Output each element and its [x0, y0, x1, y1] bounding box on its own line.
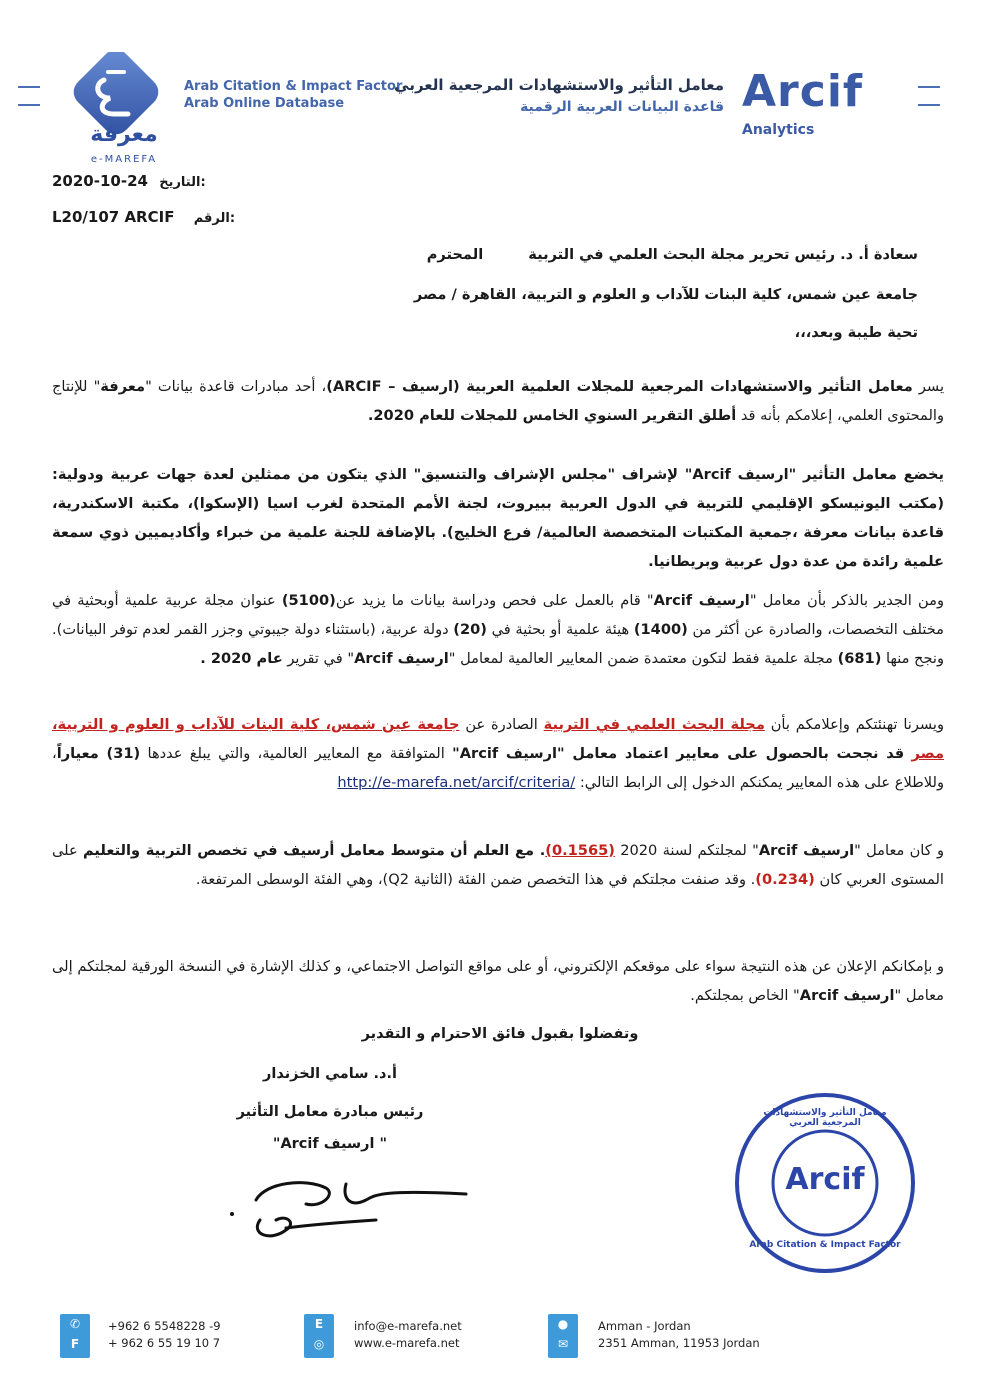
- footer-address-1: Amman - Jordan: [598, 1319, 691, 1333]
- p3-e: عنوان مجلة عربية علمية أوبحثية في مختلف التخصصات، والصادرة عن أكثر من: [52, 592, 944, 638]
- p1-e: " للإنتاج والمحتوى العلمي، إعلامكم بأنه قد: [52, 378, 944, 424]
- address-addressee: سعادة أ. د. رئيس تحرير مجلة البحث العلمي في التربية: [528, 246, 918, 263]
- date-label: التاريخ:: [159, 175, 206, 190]
- paragraph-6: [52, 952, 944, 1010]
- header-ar-line2: قاعدة البيانات العربية الرقمية: [520, 99, 724, 115]
- p2-text: يخضع معامل التأثير "ارسيف Arcif" لإشراف "مجلس الإشراف والتنسيق" الذي يتكون من ممثلين لعدة جهات عربية ودولية: (مكتب اليونيسكو الإقليمي للتربية في الدول العربية ببيروت، لجنة الأمم المتحدة لغرب اسيا (الإسكوا)، مكتبة الاسكندرية، قاعدة بيانات معرفة ،جمعية المكتبات المتخصصة العالمية/ فرع الخليج). بالإضافة للجنة علمية من خبراء وأكاديميين ذوي سمعة علمية رائدة من عدة دول عربية وبريطانيا.: [52, 466, 944, 570]
- closing-line: وتفضلوا بقبول فائق الاحترام و التقدير: [361, 1026, 639, 1042]
- phone-icon: [60, 1314, 90, 1358]
- header-right-rule: [918, 86, 940, 88]
- p3-h: (20): [453, 621, 487, 638]
- p4-e: قد نجحت بالحصول على معايير اعتماد معامل "ارسيف Arcif": [452, 745, 905, 762]
- journal-arcif-value: (0.1565): [545, 842, 615, 859]
- address-line-1: [300, 246, 918, 263]
- address-honorific: المحترم: [426, 246, 484, 263]
- p5-g: على المستوى العربي كان: [52, 842, 944, 888]
- signatory-org: " ارسيف Arcif": [272, 1136, 388, 1152]
- p3-k: مجلة علمية فقط لتكون معتمدة ضمن المعايير العالمية لمعامل ": [448, 650, 833, 667]
- emarefa-logo: [64, 52, 174, 170]
- p3-f: (1400): [633, 621, 688, 638]
- criteria-link[interactable]: http://e-marefa.net/arcif/criteria/: [337, 774, 576, 791]
- journal-name: مجلة البحث العلمي في التربية: [543, 716, 765, 733]
- paragraph-3: [52, 586, 944, 673]
- arcif-stamp: [732, 1090, 918, 1276]
- header-en-line2: Arab Online Database: [184, 96, 345, 111]
- paragraph-1: [52, 372, 944, 430]
- pin-glyph: ●: [557, 1317, 569, 1331]
- header-right-rule-2: [918, 104, 940, 106]
- header-ar-line1: معامل التأثير والاستشهادات المرجعية العربي: [394, 76, 724, 94]
- footer-email[interactable]: info@e-marefa.net: [354, 1319, 462, 1333]
- p4-f: المتوافقة مع المعايير العالمية، والتي يبلغ عددها: [147, 745, 445, 762]
- footer-contacts: [354, 1318, 462, 1352]
- p3-i: دولة عربية، (باستثناء دولة جيبوتي وجزر القمر لعدم توفر البيانات). ونجح منها: [52, 621, 944, 667]
- header-left-rule-2: [18, 104, 40, 106]
- p1-c: ، أحد مبادرات قاعدة بيانات ": [145, 378, 327, 395]
- p6-a: و بإمكانكم الإعلان عن هذه النتيجة سواء على موقعكم الإلكتروني، أو على مواقع التواصل الاجتماعي، و كذلك الإشارة في النسخة الورقية لمجلتكم إلى معامل ": [52, 958, 944, 1004]
- p1-a: يسر: [918, 378, 945, 395]
- p6-b: ارسيف Arcif: [799, 987, 895, 1004]
- p3-n: عام 2020 .: [200, 650, 283, 667]
- globe-glyph: ◎: [313, 1337, 325, 1351]
- p4-h: ، وللاطلاع على هذه المعايير يمكنكم الدخول إلى الرابط التالي:: [52, 745, 944, 791]
- arcif-logo: [740, 66, 910, 144]
- email-icon: [304, 1314, 334, 1358]
- p3-b: ارسيف Arcif: [653, 592, 750, 609]
- p5-a: و كان معامل ": [854, 842, 944, 859]
- footer-phones: [108, 1318, 221, 1352]
- footer-web[interactable]: www.e-marefa.net: [354, 1336, 460, 1350]
- signatory-name: أ.د. سامي الخزندار: [263, 1066, 397, 1082]
- header-english: [184, 78, 402, 112]
- p3-l: ارسيف Arcif: [354, 650, 449, 667]
- mail-glyph: ✉: [557, 1337, 569, 1351]
- p5-c: " لمجلتكم لسنة 2020: [620, 842, 759, 859]
- p5-f: متوسط معامل أرسيف في تخصص التربية والتعليم: [82, 842, 445, 859]
- emarefa-en-label: e-MAREFA: [90, 154, 158, 165]
- stamp-arcif: Arcif: [785, 1162, 865, 1197]
- p1-d: معرفة: [100, 378, 146, 395]
- paragraph-2: [52, 460, 944, 576]
- average-arcif-value: (0.234): [755, 871, 815, 888]
- p3-j: (681): [837, 650, 882, 667]
- p6-c: " الخاص بمجلتكم.: [690, 987, 800, 1004]
- arcif-wordmark: Arcif: [742, 66, 864, 117]
- emarefa-ar-label: معرفة: [90, 122, 158, 147]
- footer-phone-1: +962 6 5548228 -9: [108, 1319, 221, 1333]
- p3-a: ومن الجدير بالذكر بأن معامل ": [749, 592, 944, 609]
- p4-c: الصادرة عن: [465, 716, 538, 733]
- footer-address-2: 2351 Amman, 11953 Jordan: [598, 1336, 760, 1350]
- p1-f: أطلق التقرير السنوي الخامس للمجلات للعام 2020.: [367, 407, 737, 424]
- paragraph-5: [52, 836, 944, 894]
- p5-b: ارسيف Arcif: [758, 842, 855, 859]
- phone-glyph: ✆: [69, 1317, 81, 1331]
- email-glyph: E: [314, 1317, 324, 1331]
- header-left-rule: [18, 86, 40, 88]
- p5-i: . وقد صنفت مجلتكم في هذا التخصص ضمن الفئة (الثانية Q2)، وهي الفئة الوسطى المرتفعة.: [195, 871, 756, 888]
- greeting: تحية طيبة وبعد،،،: [794, 324, 918, 341]
- ref-label: الرقم:: [193, 211, 236, 226]
- p3-g: هيئة علمية أو بحثية في: [491, 621, 630, 638]
- footer-address: [598, 1318, 760, 1352]
- location-icon: [548, 1314, 578, 1358]
- footer-phone-2: + 962 6 55 19 10 7: [108, 1336, 221, 1350]
- date-row: [52, 172, 272, 198]
- header-en-line1: Arab Citation & Impact Factor: [184, 79, 403, 94]
- p5-e: . مع العلم أن: [450, 842, 546, 859]
- institution-name: جامعة عين شمس، كلية البنات للآداب و العلوم و التربية، مصر: [52, 716, 944, 762]
- p4-g: (31) معياراً: [56, 745, 141, 762]
- p3-m: " في تقرير: [287, 650, 355, 667]
- fax-glyph: F: [70, 1337, 80, 1351]
- p3-d: (5100): [281, 592, 336, 609]
- date-value: 2020-10-24: [52, 172, 148, 190]
- signature: [226, 1164, 486, 1244]
- ref-row: [52, 208, 292, 234]
- stamp-ring-english: Arab Citation & Impact Factor: [749, 1240, 901, 1250]
- ref-value: L20/107 ARCIF: [52, 208, 175, 226]
- stamp-ring-arabic: معامل التأثير والاستشهادات المرجعية العربي: [763, 1108, 887, 1128]
- p3-c: " قام بالعمل على فحص ودراسة بيانات ما يزيد عن: [335, 592, 654, 609]
- paragraph-4: [52, 710, 944, 797]
- arcif-analytics: Analytics: [742, 122, 815, 138]
- header-arabic: [394, 74, 724, 118]
- p4-a: ويسرنا تهنئتكم وإعلامكم بأن: [770, 716, 945, 733]
- p1-b: معامل التأثير والاستشهادات المرجعية للمجلات العلمية العربية (ارسيف – ARCIF): [326, 378, 913, 395]
- address-line-2: جامعة عين شمس، كلية البنات للآداب و العلوم و التربية، القاهرة / مصر: [413, 286, 918, 303]
- signatory-title: رئيس مبادرة معامل التأثير: [236, 1104, 424, 1120]
